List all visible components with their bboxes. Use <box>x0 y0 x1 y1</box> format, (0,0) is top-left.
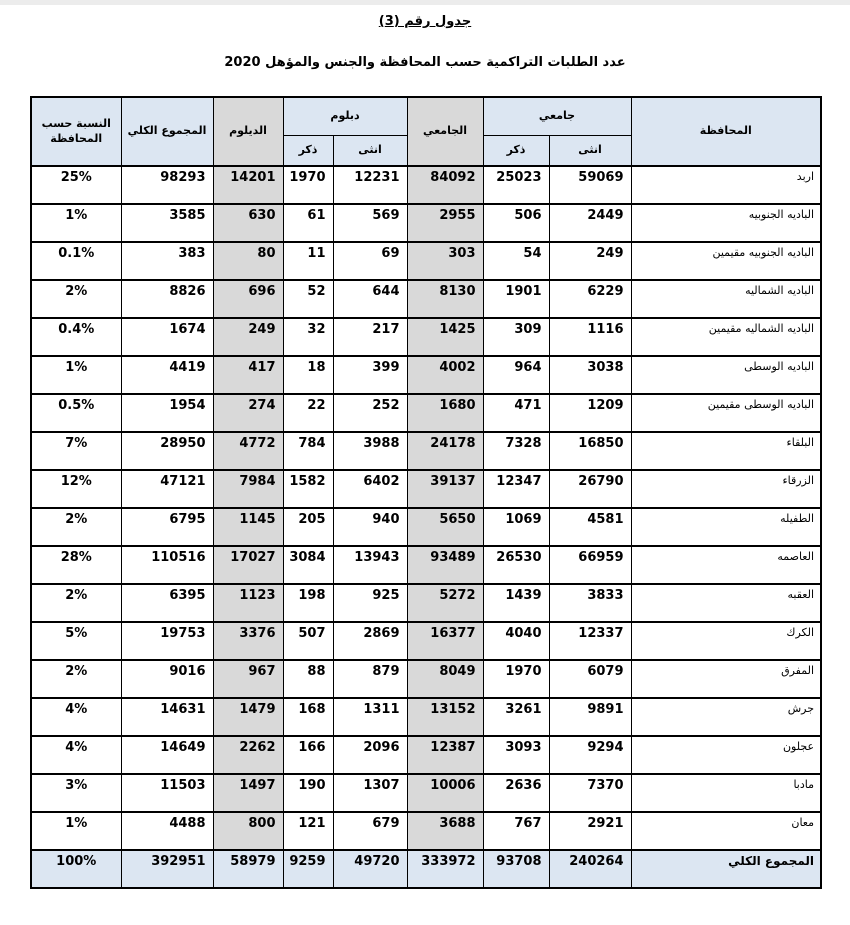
cell-uni_female: 6229 <box>549 280 631 318</box>
cell-uni_female: 4581 <box>549 508 631 546</box>
cell-percent: 1% <box>31 812 121 850</box>
cell-grand_total: 19753 <box>121 622 213 660</box>
total-cell-uni_male: 93708 <box>483 850 549 888</box>
table-row <box>31 470 821 508</box>
cell-dip_total: 1145 <box>213 508 283 546</box>
table-row <box>31 318 821 356</box>
cell-uni_total: 2955 <box>407 204 483 242</box>
cell-uni_male: 1970 <box>483 660 549 698</box>
cell-governorate: الباديه الوسطى مقيمين <box>631 394 821 432</box>
cell-grand_total: 8826 <box>121 280 213 318</box>
cell-uni_male: 1069 <box>483 508 549 546</box>
header-governorate: المحافظة <box>631 97 821 166</box>
cell-dip_total: 967 <box>213 660 283 698</box>
cell-governorate: الكرك <box>631 622 821 660</box>
cell-uni_male: 309 <box>483 318 549 356</box>
table-row <box>31 812 821 850</box>
cell-dip_female: 13943 <box>333 546 407 584</box>
cell-grand_total: 1954 <box>121 394 213 432</box>
header-row-main <box>31 97 821 135</box>
header-percent: النسبة حسب المحافظة <box>31 97 121 166</box>
page-top-edge <box>0 0 850 5</box>
total-cell-uni_female: 240264 <box>549 850 631 888</box>
cell-governorate: الطفيله <box>631 508 821 546</box>
table-subtitle: عدد الطلبات التراكمية حسب المحافظة والجنس والمؤهل 2020 <box>224 55 626 70</box>
table-row <box>31 584 821 622</box>
cell-dip_male: 205 <box>283 508 333 546</box>
cell-percent: 7% <box>31 432 121 470</box>
cell-dip_female: 679 <box>333 812 407 850</box>
cell-grand_total: 4488 <box>121 812 213 850</box>
cell-uni_male: 25023 <box>483 166 549 204</box>
cell-percent: 5% <box>31 622 121 660</box>
total-cell-grand_total: 392951 <box>121 850 213 888</box>
cell-dip_female: 2869 <box>333 622 407 660</box>
cell-dip_total: 2262 <box>213 736 283 774</box>
cell-percent: 0.1% <box>31 242 121 280</box>
cell-uni_female: 1116 <box>549 318 631 356</box>
cell-grand_total: 4419 <box>121 356 213 394</box>
cell-dip_female: 252 <box>333 394 407 432</box>
cell-percent: 1% <box>31 356 121 394</box>
cell-uni_female: 66959 <box>549 546 631 584</box>
table-row <box>31 546 821 584</box>
cell-uni_female: 12337 <box>549 622 631 660</box>
cell-percent: 1% <box>31 204 121 242</box>
cell-percent: 2% <box>31 660 121 698</box>
cell-dip_male: 18 <box>283 356 333 394</box>
cell-dip_female: 879 <box>333 660 407 698</box>
header-university-female: انثى <box>549 135 631 166</box>
cell-uni_male: 506 <box>483 204 549 242</box>
cell-dip_male: 11 <box>283 242 333 280</box>
cell-dip_female: 940 <box>333 508 407 546</box>
header-university-group: جامعي <box>483 97 631 135</box>
cell-uni_total: 303 <box>407 242 483 280</box>
cell-uni_total: 5650 <box>407 508 483 546</box>
cell-uni_male: 767 <box>483 812 549 850</box>
header-diploma-male: ذكر <box>283 135 333 166</box>
cell-uni_male: 4040 <box>483 622 549 660</box>
cell-governorate: العقبه <box>631 584 821 622</box>
cell-dip_female: 569 <box>333 204 407 242</box>
header-diploma-female: انثى <box>333 135 407 166</box>
cell-uni_male: 3093 <box>483 736 549 774</box>
table-row <box>31 698 821 736</box>
table-row <box>31 356 821 394</box>
table-row <box>31 508 821 546</box>
cell-uni_total: 5272 <box>407 584 483 622</box>
cell-dip_total: 3376 <box>213 622 283 660</box>
cell-uni_female: 1209 <box>549 394 631 432</box>
cell-uni_female: 7370 <box>549 774 631 812</box>
cell-grand_total: 11503 <box>121 774 213 812</box>
cell-dip_male: 3084 <box>283 546 333 584</box>
table-row <box>31 166 821 204</box>
cell-governorate: البلقاء <box>631 432 821 470</box>
cell-percent: 4% <box>31 698 121 736</box>
cell-grand_total: 98293 <box>121 166 213 204</box>
cell-governorate: الزرقاء <box>631 470 821 508</box>
cell-uni_female: 59069 <box>549 166 631 204</box>
cell-uni_female: 249 <box>549 242 631 280</box>
total-cell-dip_total: 58979 <box>213 850 283 888</box>
cell-percent: 2% <box>31 584 121 622</box>
cell-dip_total: 249 <box>213 318 283 356</box>
cell-uni_total: 3688 <box>407 812 483 850</box>
cell-uni_male: 3261 <box>483 698 549 736</box>
cell-dip_female: 1311 <box>333 698 407 736</box>
cell-percent: 28% <box>31 546 121 584</box>
cell-dip_male: 22 <box>283 394 333 432</box>
cell-uni_male: 1439 <box>483 584 549 622</box>
cell-dip_male: 190 <box>283 774 333 812</box>
total-cell-dip_female: 49720 <box>333 850 407 888</box>
cell-percent: 12% <box>31 470 121 508</box>
cell-dip_male: 168 <box>283 698 333 736</box>
cell-dip_male: 52 <box>283 280 333 318</box>
cell-percent: 0.4% <box>31 318 121 356</box>
table-row <box>31 242 821 280</box>
cell-dip_male: 61 <box>283 204 333 242</box>
table-row <box>31 774 821 812</box>
table-row <box>31 204 821 242</box>
cell-uni_male: 2636 <box>483 774 549 812</box>
cell-uni_female: 16850 <box>549 432 631 470</box>
cell-grand_total: 383 <box>121 242 213 280</box>
table-row <box>31 280 821 318</box>
cell-governorate: العاصمه <box>631 546 821 584</box>
cell-uni_total: 13152 <box>407 698 483 736</box>
cell-uni_male: 54 <box>483 242 549 280</box>
cell-percent: 2% <box>31 508 121 546</box>
cell-dip_total: 14201 <box>213 166 283 204</box>
cell-dip_total: 630 <box>213 204 283 242</box>
table-row <box>31 622 821 660</box>
cell-uni_total: 10006 <box>407 774 483 812</box>
cell-dip_male: 32 <box>283 318 333 356</box>
header-university-male: ذكر <box>483 135 549 166</box>
cell-percent: 3% <box>31 774 121 812</box>
cell-dip_male: 1582 <box>283 470 333 508</box>
table-title: جدول رقم (3) <box>378 14 472 29</box>
cell-uni_total: 1425 <box>407 318 483 356</box>
cell-dip_female: 6402 <box>333 470 407 508</box>
header-grand-total: المجموع الكلي <box>121 97 213 166</box>
cell-uni_total: 93489 <box>407 546 483 584</box>
cell-uni_female: 9891 <box>549 698 631 736</box>
cell-uni_female: 2449 <box>549 204 631 242</box>
header-university-total: الجامعي <box>407 97 483 166</box>
cell-uni_total: 16377 <box>407 622 483 660</box>
total-cell-uni_total: 333972 <box>407 850 483 888</box>
cell-grand_total: 28950 <box>121 432 213 470</box>
cell-dip_male: 88 <box>283 660 333 698</box>
cell-dip_female: 925 <box>333 584 407 622</box>
cell-grand_total: 1674 <box>121 318 213 356</box>
cell-uni_total: 24178 <box>407 432 483 470</box>
cell-dip_male: 507 <box>283 622 333 660</box>
cell-dip_male: 1970 <box>283 166 333 204</box>
cell-dip_male: 166 <box>283 736 333 774</box>
cell-uni_total: 84092 <box>407 166 483 204</box>
cell-governorate: الباديه الشماليه <box>631 280 821 318</box>
cell-governorate: عجلون <box>631 736 821 774</box>
table-row <box>31 394 821 432</box>
cell-dip_total: 80 <box>213 242 283 280</box>
cell-grand_total: 47121 <box>121 470 213 508</box>
cell-governorate: الباديه الجنوبيه مقيمين <box>631 242 821 280</box>
cell-uni_male: 1901 <box>483 280 549 318</box>
cell-governorate: جرش <box>631 698 821 736</box>
cell-uni_female: 9294 <box>549 736 631 774</box>
cell-percent: 4% <box>31 736 121 774</box>
cell-governorate: الباديه الجنوبيه <box>631 204 821 242</box>
total-cell-dip_male: 9259 <box>283 850 333 888</box>
cell-dip_total: 17027 <box>213 546 283 584</box>
cell-governorate: معان <box>631 812 821 850</box>
table-row <box>31 660 821 698</box>
cell-uni_female: 3833 <box>549 584 631 622</box>
cell-grand_total: 14649 <box>121 736 213 774</box>
cell-dip_female: 12231 <box>333 166 407 204</box>
cell-governorate: الباديه الشماليه مقيمين <box>631 318 821 356</box>
cell-uni_male: 7328 <box>483 432 549 470</box>
cell-dip_female: 399 <box>333 356 407 394</box>
cell-governorate: الباديه الوسطى <box>631 356 821 394</box>
cell-dip_total: 1497 <box>213 774 283 812</box>
cell-dip_female: 217 <box>333 318 407 356</box>
table-row <box>31 432 821 470</box>
cell-governorate: اربد <box>631 166 821 204</box>
cell-governorate: المفرق <box>631 660 821 698</box>
total-cell-governorate: المجموع الكلي <box>631 850 821 888</box>
cell-uni_total: 1680 <box>407 394 483 432</box>
cell-uni_total: 8049 <box>407 660 483 698</box>
cell-uni_female: 26790 <box>549 470 631 508</box>
header-diploma-group: دبلوم <box>283 97 407 135</box>
cell-uni_female: 3038 <box>549 356 631 394</box>
cell-grand_total: 9016 <box>121 660 213 698</box>
total-row <box>31 850 821 888</box>
cell-dip_total: 7984 <box>213 470 283 508</box>
cell-dip_female: 644 <box>333 280 407 318</box>
cell-dip_female: 69 <box>333 242 407 280</box>
cell-dip_male: 198 <box>283 584 333 622</box>
cell-grand_total: 110516 <box>121 546 213 584</box>
cell-dip_total: 1479 <box>213 698 283 736</box>
cell-uni_total: 39137 <box>407 470 483 508</box>
applications-table <box>30 96 822 889</box>
cell-dip_male: 784 <box>283 432 333 470</box>
table-body <box>31 166 821 888</box>
cell-uni_male: 964 <box>483 356 549 394</box>
cell-dip_female: 1307 <box>333 774 407 812</box>
cell-percent: 0.5% <box>31 394 121 432</box>
header-diploma-total: الديلوم <box>213 97 283 166</box>
cell-governorate: مادبا <box>631 774 821 812</box>
cell-uni_female: 2921 <box>549 812 631 850</box>
cell-grand_total: 14631 <box>121 698 213 736</box>
table-row <box>31 736 821 774</box>
cell-uni_male: 12347 <box>483 470 549 508</box>
cell-grand_total: 3585 <box>121 204 213 242</box>
cell-dip_total: 800 <box>213 812 283 850</box>
cell-uni_male: 26530 <box>483 546 549 584</box>
cell-dip_total: 4772 <box>213 432 283 470</box>
cell-dip_female: 3988 <box>333 432 407 470</box>
cell-grand_total: 6795 <box>121 508 213 546</box>
cell-uni_female: 6079 <box>549 660 631 698</box>
total-cell-percent: 100% <box>31 850 121 888</box>
cell-dip_female: 2096 <box>333 736 407 774</box>
cell-dip_total: 696 <box>213 280 283 318</box>
cell-uni_total: 8130 <box>407 280 483 318</box>
cell-dip_total: 1123 <box>213 584 283 622</box>
cell-grand_total: 6395 <box>121 584 213 622</box>
cell-dip_total: 417 <box>213 356 283 394</box>
cell-percent: 25% <box>31 166 121 204</box>
cell-uni_total: 12387 <box>407 736 483 774</box>
cell-uni_male: 471 <box>483 394 549 432</box>
cell-dip_male: 121 <box>283 812 333 850</box>
cell-dip_total: 274 <box>213 394 283 432</box>
cell-uni_total: 4002 <box>407 356 483 394</box>
cell-percent: 2% <box>31 280 121 318</box>
table-header <box>31 97 821 166</box>
